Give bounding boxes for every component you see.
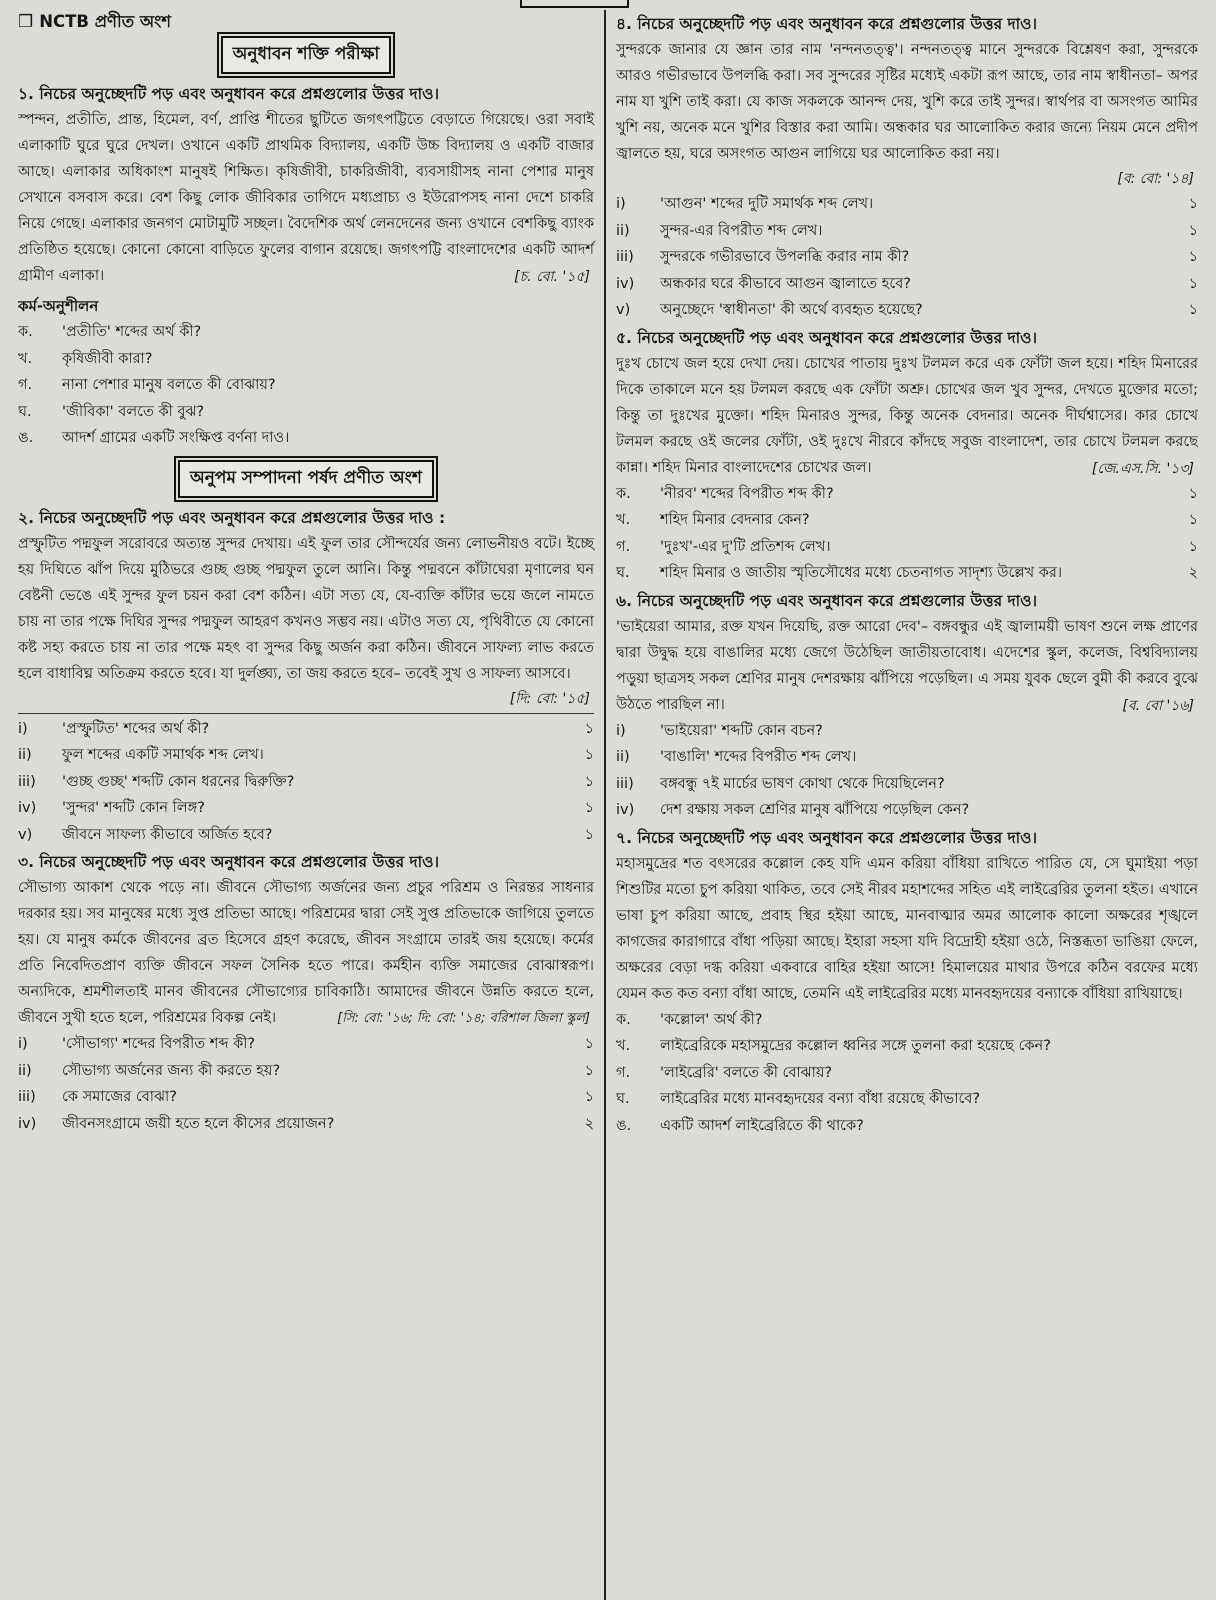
item-mark: ১ [584, 773, 594, 790]
question-item [616, 481, 1198, 508]
item-label: গ. [616, 538, 631, 555]
item-label: v) [616, 302, 631, 318]
question-3-heading: ৩. নিচের অনুচ্ছেদটি পড় এবং অনুধাবন করে প্রশ্নগুলোর উত্তর দাও। [18, 853, 440, 871]
question-item [18, 822, 594, 849]
question-5-passage: দুঃখ চোখে জল হয়ে দেখা দেয়। চোখের পাতায় দুঃখ টলমল করে এক ফোঁটা জল হয়ে। শহিদ মিনারের দিকে তাকালে মনে হয় টলমল করছে এক ফোঁটা অশ্রু। চোখের জল খুব সুন্দর, দেখতে মুক্তোর মতো; কিন্তু তা দুঃখের মুক্তো। শহিদ মিনারও সুন্দর, কিন্তু অনেক বেদনার। অনেক দীর্ঘশ্বাসের। কার চোখে টলমল করছে ওই জলের ফোঁটা, ওই দুঃখে নীরবে কাঁদছে সবুজ বাংলাদেশ, তার চোখে টলমল করছে কান্না। শহিদ মিনার বাংলাদেশের চোখের জল। [616, 355, 1198, 476]
item-label: ঘ. [616, 1091, 630, 1107]
item-label: গ. [616, 1064, 631, 1081]
item-text: 'ভাইয়েরা' শব্দটি কোন বচন? [660, 722, 823, 739]
question-3-source: [সি: বো: '১৬; দি: বো: '১৪; বরিশাল জিলা স্কুল] [337, 1011, 590, 1026]
question-item [18, 425, 594, 452]
question-item [18, 399, 594, 426]
item-label: iii) [616, 249, 634, 265]
item-text: একটি আদর্শ লাইব্রেরিতে কী থাকে? [660, 1117, 864, 1134]
question-6-items [616, 718, 1198, 824]
practice-title: কর্ম-অনুশীলন [18, 297, 99, 315]
question-item [616, 1113, 1198, 1140]
item-label: ক. [18, 324, 33, 340]
item-text: শহিদ মিনার বেদনার কেন? [660, 512, 810, 528]
question-4-heading: ৪. নিচের অনুচ্ছেদটি পড় এবং অনুধাবন করে প্রশ্নগুলোর উত্তর দাও। [616, 15, 1038, 33]
item-text: 'প্রতীতি' শব্দের অর্থ কী? [62, 324, 202, 340]
question-6-passage: 'ভাইয়েরা আমার, রক্ত যখন দিয়েছি, রক্ত আরো দেব'– বঙ্গবন্ধুর এই জ্বালাময়ী ভাষণ শুনে লক্ষ প্রাণের দ্বারা উদ্বুদ্ধ হয়ে বাঙালির মধ্যে জেগে উঠেছিল জাতীয়তাবোধ। এদেশের স্কুল, কলেজ, বিশ্ববিদ্যালয় পড়ুয়া ছাত্রসহ সকল শ্রেণির মানুষ দেশরক্ষায় ঝাঁপিয়ে পড়েছিল। এ সময় যুবক ছেলে বুমী কী করবে বুঝে উঠতে পারছিল না। [616, 618, 1198, 713]
question-item [616, 560, 1198, 587]
item-label: খ. [616, 1038, 631, 1054]
question-item [616, 507, 1198, 534]
item-mark: ২ [1188, 565, 1198, 581]
question-item [616, 718, 1198, 745]
item-text: 'সৌভাগ্য' শব্দের বিপরীত শব্দ কী? [62, 1036, 256, 1052]
item-text: সৌভাগ্য অর্জনের জন্য কী করতে হয়? [62, 1062, 281, 1079]
section-header [18, 10, 594, 34]
item-text: কৃষিজীবী কারা? [62, 350, 153, 367]
boxed-title-comprehension: অনুধাবন শক্তি পরীক্ষা [221, 36, 392, 74]
question-item [616, 244, 1198, 271]
boxed-title-editorial: অনুপম সম্পাদনা পর্ষদ প্রণীত অংশ [178, 460, 434, 498]
item-mark: ১ [1188, 302, 1198, 318]
item-mark: ১ [1188, 222, 1198, 239]
item-label: ঙ. [18, 430, 34, 446]
item-text: অন্ধকার ঘরে কীভাবে আগুন জ্বালাতে হবে? [660, 275, 911, 292]
question-5-items [616, 481, 1198, 587]
question-7-passage: মহাসমুদ্রের শত বৎসরের কল্লোল কেহ যদি এমন করিয়া বাঁধিয়া রাখিতে পারিত যে, সে ঘুমাইয়া পড়া শিশুটির মতো চুপ করিয়া থাকিত, তবে সেই নীরব মহাশব্দের সহিত এই লাইব্রেরির তুলনা হইত। এখানে ভাষা চুপ করিয়া আছে, প্রবাহ স্থির হইয়া আছে, মানবাত্মার অমর আলোক কালো অক্ষরের শৃঙ্খলে কাগজের কারাগারে বাঁধা পড়িয়া আছে। ইহারা সহসা যদি বিদ্রোহী হইয়া ওঠে, নিস্তব্ধতা ভাঙিয়া ফেলে, অক্ষরের বেড়া দগ্ধ করিয়া একবারে বাহির হইয়া আসে! হিমালয়ের মাথার উপরে কঠিন বরফের মধ্যে যেমন কত কত বন্যা বাঁধা আছে, তেমনি এই লাইব্রেরির মধ্যে মানবহৃদয়ের বন্যাকে বাঁধিয়া রাখিয়াছে। [616, 855, 1198, 1002]
question-item [616, 534, 1198, 561]
item-label: i) [616, 722, 626, 739]
item-text: 'প্রস্ফুটিত' শব্দের অর্থ কী? [62, 720, 210, 737]
item-text: লাইব্রেরিকে মহাসমুদ্রের কল্লোল ধ্বনির সঙ্গে তুলনা করা হয়েছে কেন? [660, 1038, 1051, 1054]
item-text: 'গুচ্ছ গুচ্ছ' শব্দটি কোন ধরনের দ্বিরুক্তি? [62, 773, 295, 790]
question-item [18, 795, 594, 822]
item-mark: ১ [1188, 275, 1198, 292]
item-text: বঙ্গবন্ধু ৭ই মার্চের ভাষণ কোথা থেকে দিয়েছিলেন? [660, 775, 945, 792]
question-item [18, 372, 594, 399]
item-label: ঘ. [18, 403, 32, 420]
question-7-items [616, 1007, 1198, 1140]
item-label: i) [18, 720, 28, 737]
question-item [616, 191, 1198, 218]
question-item [18, 1111, 594, 1138]
question-item [616, 1060, 1198, 1087]
item-mark: ১ [584, 720, 594, 737]
item-mark: ১ [584, 826, 594, 843]
question-2-passage: প্রস্ফুটিত পদ্মফুল সরোবরে অত্যন্ত সুন্দর দেখায়। এই ফুল তার সৌন্দর্যের জন্য লোভনীয়ও বটে। ইচ্ছে হয় দিঘিতে ঝাঁপ দিয়ে মুঠিভরে গুচ্ছ গুচ্ছ পদ্মফুল তুলে আনি। কিন্তু পদ্মবনে কাঁটাঘেরা মৃণালের ঘন বেষ্টনী ভেঙে এই সুন্দর ফুল চয়ন করা বেশ কঠিন। এটা সত্য যে, যে-ব্যক্তি কাঁটার ভয়ে জলে নামতে চায় না তার পক্ষে দিঘির সুন্দর পদ্মফুল আহরণ কখনও সম্ভব নয়। এটাও সত্য যে, পৃথিবীতে যে কোনো কষ্ট সহ্য করতে চায় না তার পক্ষে মহৎ বা সুন্দর কিছু অর্জন করা কঠিন। জীবনে সাফল্য লাভ করতে হলে বাধাবিঘ্ন অতিক্রম করতে হবে। যা দুর্লঙ্ঘ্য, তা জয় করতে হবে– তবেই সুখ ও সাফল্য আসবে। [18, 535, 594, 682]
book-icon: ❒ [18, 12, 34, 32]
item-text: 'আগুন' শব্দের দুটি সমার্থক শব্দ লেখ। [660, 196, 874, 212]
item-text: 'জীবিকা' বলতে কী বুঝ? [62, 403, 205, 420]
item-label: v) [18, 826, 33, 843]
item-mark: ১ [1188, 538, 1198, 555]
question-4-items [616, 191, 1198, 324]
question-6-source: [ব. বো '১৬] [1122, 697, 1194, 714]
item-mark: ১ [584, 747, 594, 763]
item-mark: ১ [584, 1036, 594, 1052]
item-text: 'সুন্দর' শব্দটি কোন লিঙ্গ? [62, 800, 205, 816]
item-label: খ. [616, 512, 631, 528]
item-label: ii) [616, 222, 630, 239]
item-text: 'বাঙালি' শব্দের বিপরীত শব্দ লেখ। [660, 749, 857, 765]
question-3-items [18, 1031, 594, 1137]
question-item [18, 346, 594, 373]
item-text: সুন্দরকে গভীরভাবে উপলব্ধি করার নাম কী? [660, 249, 910, 265]
question-1-passage: স্পন্দন, প্রতীতি, প্রান্ত, হিমেল, বর্ণ, প্রাপ্তি শীতের ছুটিতে জগৎপট্টিতে বেড়াতে গিয়েছে। ওরা সবাই এলাকাটি ঘুরে ঘুরে দেখল। ওখানে একটি প্রাথমিক বিদ্যালয়, একটি উচ্চ বিদ্যালয় ও একটি বাজার আছে। এলাকার অধিকাংশ মানুষই শিক্ষিত। কৃষিজীবী, চাকরিজীবী, ব্যবসায়ীসহ নানা পেশার মানুষ সেখানে বসবাস করে। বেশ কিছু লোক জীবিকার তাগিদে মধ্যপ্রাচ্য ও ইউরোপসহ নানা দেশে চাকরি নিয়ে গেছে। এলাকার জনগণ মোটামুটি সচ্ছল। বৈদেশিক অর্থ লেনদেনের জন্য ওখানে বেশকিছু ব্যাংক প্রতিষ্ঠিত হয়েছে। কোনো কোনো বাড়িতে ফুলের বাগান রয়েছে। জগৎপট্টি বাংলাদেশের একটি আদর্শ গ্রামীণ এলাকা। [18, 112, 594, 284]
question-item [616, 1086, 1198, 1113]
item-mark: ১ [1188, 196, 1198, 212]
item-text: 'কল্লোল' অর্থ কী? [660, 1011, 763, 1028]
item-label: iv) [18, 1115, 37, 1132]
question-2-source: [দি: বো: '১৫] [509, 690, 590, 707]
question-item [18, 319, 594, 346]
item-label: ঘ. [616, 565, 630, 581]
item-text: লাইব্রেরির মধ্যে মানবহৃদয়ের বন্যা বাঁধা রয়েছে কীভাবে? [660, 1091, 981, 1107]
item-label: iv) [616, 802, 635, 818]
item-text: 'দুঃখ'-এর দু'টি প্রতিশব্দ লেখ। [660, 538, 831, 555]
question-item [616, 797, 1198, 824]
question-1-source: [চ. বো. '১৫] [514, 269, 590, 285]
item-text: 'নীরব' শব্দের বিপরীত শব্দ কী? [660, 485, 834, 502]
item-text: আদর্শ গ্রামের একটি সংক্ষিপ্ত বর্ণনা দাও। [62, 430, 290, 446]
item-mark: ১ [1188, 249, 1198, 265]
item-label: খ. [18, 350, 33, 367]
question-item [18, 1031, 594, 1058]
question-item [18, 1058, 594, 1085]
item-label: iv) [18, 800, 37, 816]
item-text: দেশ রক্ষায় সকল শ্রেণির মানুষ ঝাঁপিয়ে পড়েছিল কেন? [660, 802, 970, 818]
item-mark: ১ [1188, 485, 1198, 502]
item-label: iii) [616, 775, 634, 792]
item-text: নানা পেশার মানুষ বলতে কী বোঝায়? [62, 377, 276, 393]
question-item [18, 742, 594, 769]
question-1-items [18, 319, 594, 452]
question-4-passage: সুন্দরকে জানার যে জ্ঞান তার নাম 'নন্দনতত্ত্ব'। নন্দনতত্ত্ব মানে সুন্দরকে বিশ্লেষণ করা, সুন্দরকে আরও গভীরভাবে উপলব্ধি করা। সব সুন্দরের সৃষ্টির মধ্যেই একটা রূপ আছে, তার নাম স্বাধীনতা– অপর নাম যা খুশি তাই করা। যে কাজ সকলকে আনন্দ দেয়, খুশি করে তাই সুন্দর। স্বার্থপর বা অসংগত আমির খুশি নয়, অনেক মনে খুশির বিস্তার করা আমি। অন্ধকার ঘর আলোকিত করার জন্যে নিয়ম মেনে প্রদীপ জ্বালতে হয়, ঘরে অসংগত আগুন লাগিয়ে ঘর আলোকিত করা নয়। [616, 42, 1198, 162]
question-2-heading: ২. নিচের অনুচ্ছেদটি পড় এবং অনুধাবন করে প্রশ্নগুলোর উত্তর দাও : [18, 508, 446, 527]
item-label: iv) [616, 275, 635, 292]
section-header-label: NCTB প্রণীত অংশ [39, 11, 172, 31]
item-label: ii) [18, 747, 32, 763]
question-item [616, 1007, 1198, 1034]
item-label: i) [18, 1036, 28, 1052]
item-label: ii) [616, 749, 630, 765]
question-item [616, 1033, 1198, 1060]
item-mark: ১ [584, 1089, 594, 1105]
question-4-source: [ব: বো: '১৪] [1117, 171, 1194, 187]
item-label: ক. [616, 485, 631, 502]
question-item [616, 297, 1198, 324]
question-6-heading: ৬. নিচের অনুচ্ছেদটি পড় এবং অনুধাবন করে প্রশ্নগুলোর উত্তর দাও। [616, 591, 1038, 610]
top-tab-marker [520, 0, 629, 8]
item-text: অনুচ্ছেদে 'স্বাধীনতা' কী অর্থে ব্যবহৃত হয়েছে? [660, 302, 923, 318]
question-item [18, 716, 594, 743]
item-text: 'লাইব্রেরি' বলতে কী বোঝায়? [660, 1064, 833, 1081]
item-label: ক. [616, 1011, 631, 1028]
question-item [616, 771, 1198, 798]
question-item [616, 744, 1198, 771]
left-column [18, 10, 604, 1600]
item-text: ফুল শব্দের একটি সমার্থক শব্দ লেখ। [62, 747, 264, 763]
item-text: সুন্দর-এর বিপরীত শব্দ লেখ। [660, 222, 823, 239]
question-1-heading: ১. নিচের অনুচ্ছেদটি পড় এবং অনুধাবন করে প্রশ্নগুলোর উত্তর দাও। [18, 85, 440, 103]
question-5-source: [জে.এস.সি. '১৩] [1091, 460, 1194, 477]
question-2-items [18, 716, 594, 849]
question-item [18, 1084, 594, 1111]
item-mark: ২ [584, 1115, 594, 1132]
item-mark: ১ [1188, 512, 1198, 528]
item-label: i) [616, 196, 626, 212]
item-label: iii) [18, 773, 36, 790]
item-text: জীবনে সাফল্য কীভাবে অর্জিত হবে? [62, 826, 273, 843]
item-text: শহিদ মিনার ও জাতীয় স্মৃতিসৌধের মধ্যে চেতনাগত সাদৃশ্য উল্লেখ কর। [660, 565, 1063, 581]
question-item [18, 769, 594, 796]
item-text: জীবনসংগ্রামে জয়ী হতে হলে কীসের প্রয়োজন? [62, 1115, 335, 1132]
question-5-heading: ৫. নিচের অনুচ্ছেদটি পড় এবং অনুধাবন করে প্রশ্নগুলোর উত্তর দাও। [616, 328, 1038, 347]
item-label: গ. [18, 377, 33, 393]
item-label: ঙ. [616, 1117, 632, 1134]
item-text: কে সমাজের বোঝা? [62, 1089, 177, 1105]
right-column [604, 10, 1198, 1600]
question-item [616, 218, 1198, 245]
question-7-heading: ৭. নিচের অনুচ্ছেদটি পড় এবং অনুধাবন করে প্রশ্নগুলোর উত্তর দাও। [616, 828, 1038, 847]
item-mark: ১ [584, 800, 594, 816]
question-item [616, 271, 1198, 298]
item-label: iii) [18, 1089, 36, 1105]
item-label: ii) [18, 1062, 32, 1079]
item-mark: ১ [584, 1062, 594, 1079]
question-3-passage: সৌভাগ্য আকাশ থেকে পড়ে না। জীবনে সৌভাগ্য অর্জনের জন্য প্রচুর পরিশ্রম ও নিরন্তর সাধনার দরকার হয়। সব মানুষের মধ্যে সুপ্ত প্রতিভা আছে। পরিশ্রমের দ্বারা সেই সুপ্ত প্রতিভাকে জাগিয়ে তুলতে হয়। যে মানুষ কর্মকে জীবনের ব্রত হিসেবে গ্রহণ করেছে, জীবন সংগ্রামে তারই জয় হয়েছে। কর্মের প্রতি নিবেদিতপ্রাণ ব্যক্তি জীবনে সফল সৈনিক হতে পারে। কর্মহীন ব্যক্তি সমাজের বোঝাস্বরূপ। অন্যদিকে, শ্রমশীলতাই মানব জীবনের সৌভাগ্যের চাবিকাঠি। আমাদের জীবনে উন্নতি করতে হলে, জীবনে সুখী হতে হলে, পরিশ্রমের বিকল্প নেই। [18, 880, 594, 1026]
divider [18, 713, 594, 714]
